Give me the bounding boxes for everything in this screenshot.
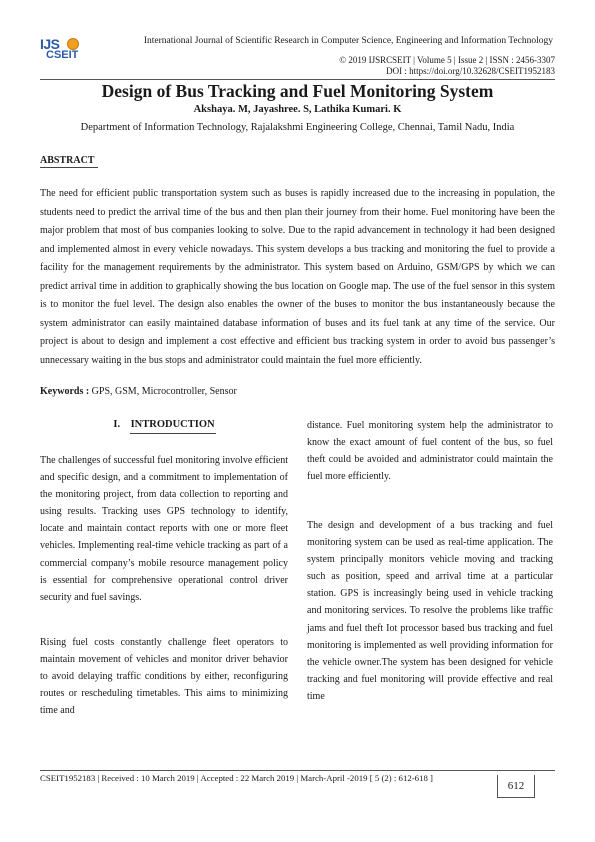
paper-title: Design of Bus Tracking and Fuel Monitoring System bbox=[101, 81, 494, 101]
logo-text-top: IJS bbox=[40, 36, 60, 52]
keywords-list: GPS, GSM, Microcontroller, Sensor bbox=[91, 386, 237, 397]
abstract-body: The need for efficient public transportation system such as buses is rapidly increased due to the increasing in population, the students need to predict the arrival time of the bus and then plan their journey from their home. Fuel monitoring have been the major problem that most of bus companies looking to solve. Due to the rapid advancement in technology it had been designed and implemented almost in every vehicle nowadays. This system develops a bus tracking and monitoring the fuel to provide a facility for the management requirements by the administrator. This system based on Arduino, GSM/GPS by which we can predict arrival time in addition to graphically showing the bus location on Google map. The use of the fuel sensor in this system is to monitor the fuel level. The design also enables the owner of the buses to monitor the bus instantaneously because the system administrator can easily maintained database information of buses and its fuel tank at any time of the service. Our project is about to design and implement a cost effective and efficient bus tracking system in order to avoid bus passenger’s unnecessary waiting in the bus stops and administrator could maintain the fuel more efficiently. bbox=[40, 188, 555, 366]
header-divider bbox=[40, 79, 555, 80]
intro-paragraph-4: The design and development of a bus tracking and fuel monitoring system can be used as real-time application. The system principally monitors vehicle moving and tracking such as position, speed and arrival time at a particular station. GPS is increasingly being used in vehicle tracking and monitoring services. To resolve the problems like traffic jams and fuel theft Iot processor based bus tracking and fuel monitoring is implemented as well providing information for the vehicle owner.The system has been designed for vehicle tracking and fuel monitoring will provide effective and real time bbox=[307, 520, 553, 702]
footer-divider bbox=[40, 770, 555, 771]
intro-paragraph-2: Rising fuel costs constantly challenge fleet operators to maintain movement of vehicles and monitor driver behavior to avoid delaying traffic conditions by either, reconfiguring routes or rescheduling timetables. This aims to minimizing time and bbox=[40, 637, 288, 717]
paper-affiliation: Department of Information Technology, Rajalakshmi Engineering College, Chennai, Tamil Nadu, India bbox=[80, 122, 515, 133]
keywords-label: Keywords : bbox=[40, 386, 90, 397]
abstract-heading: ABSTRACT bbox=[40, 155, 95, 166]
journal-name: International Journal of Scientific Research in Computer Science, Engineering and Information Technology bbox=[143, 36, 553, 46]
page-number: 612 bbox=[497, 775, 535, 798]
intro-paragraph-1: The challenges of successful fuel monitoring involve efficient and specific design, and a commitment to implementation of the monitoring project, from data collection to reporting and using results. Tracking uses GPS technology to identify, locate and maintain contact reports with one or more fleet vehicles. Implementing real-time vehicle tracking as part of a commercial company’s mobile resource management policy is essential for comprehensive operational control driver security and fuel savings. bbox=[40, 455, 288, 603]
intro-paragraph-3: distance. Fuel monitoring system help the administrator to know the exact amount of fuel content of the bus, so fuel theft could be avoided and administrator could maintain the fuel more efficiently. bbox=[307, 420, 553, 483]
paper-authors: Akshaya. M, Jayashree. S, Lathika Kumari. K bbox=[193, 104, 402, 115]
doi-line: DOI : https://doi.org/10.32628/CSEIT1952183 bbox=[386, 66, 555, 76]
keywords-line bbox=[40, 386, 237, 397]
logo-text-bottom: CSEIT bbox=[46, 49, 79, 61]
introduction-underline bbox=[130, 433, 216, 434]
introduction-heading: I. INTRODUCTION bbox=[113, 419, 215, 430]
abstract-underline bbox=[40, 167, 98, 168]
copyright-line: © 2019 IJSRCSEIT | Volume 5 | Issue 2 | ISSN : 2456-3307 bbox=[339, 55, 555, 65]
footer-citation: CSEIT1952183 | Received : 10 March 2019 | Accepted : 22 March 2019 | March-April -2019 [ 5 (2) : 612-618 ] bbox=[40, 773, 433, 783]
journal-logo bbox=[40, 36, 86, 66]
